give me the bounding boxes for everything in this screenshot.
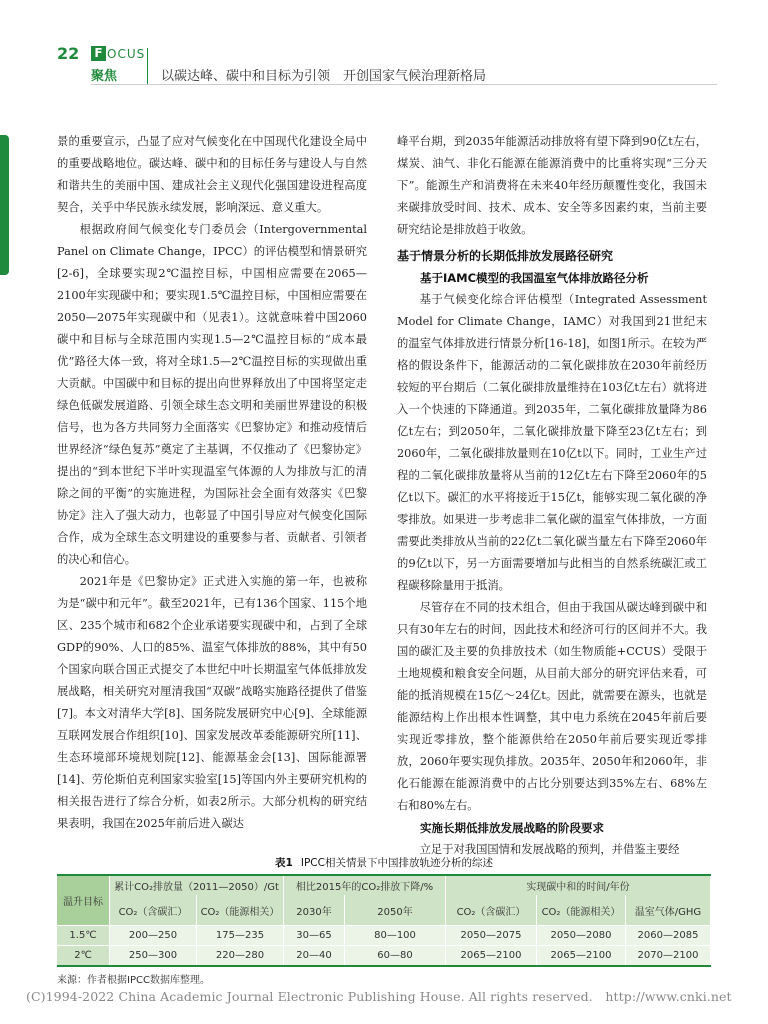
paragraph: 尽管存在不同的技术组合，但由于我国从碳达峰到碳中和只有30年左右的时间，因此技术和经济可行的区间并不大。我国的碳汇及主要的负排放技术（如生物质能+CCUS）受限于土地规模和粮食安全问题，从目前大部分的研究评估来看，可能的抵消规模在15亿～24亿t。因此，就需要在源头，也就是能源结构上作出根本性调整，其中电力系统在2045年前后要实现近零排放，整个能源供给在2050年前后要实现近零排放，2060年要实现负排放。2035年、2050年和2060年，非化石能源在能源消费中的占比分别要达到35%左右、68%左右和80%左右。 xyxy=(397,601,707,812)
table-cell: 20—40 xyxy=(284,946,345,967)
table-cell: 2050—2080 xyxy=(537,926,626,946)
page-header xyxy=(57,44,717,86)
copyright-footer: (C)1994-2022 China Academic Journal Electronic Publishing House. All rights reserved. http://www.cnki.net xyxy=(26,989,732,1004)
column-group-header: 实现碳中和的时间/年份 xyxy=(446,875,711,895)
table-cell: 250—300 xyxy=(110,946,197,967)
paragraph: 峰平台期，到2035年能源活动排放将有望下降到90亿t左右，煤炭、油气、非化石能源在能源消费中的比重将实现“三分天下”。能源生产和消费将在未来40年经历颠覆性变化，我国未来碳排放受时间、技术、成本、安全等多因素约束，当前主要研究结论是排放趋于收敛。 xyxy=(397,135,707,236)
column-group-header: 累计CO₂排放量（2011—2050）/Gt xyxy=(110,875,284,895)
table-caption-text: IPCC相关情景下中国排放轨迹分析的综述 xyxy=(300,857,493,869)
header-divider xyxy=(147,48,148,84)
focus-logo-letter: F xyxy=(91,46,106,61)
column-header-goal: 温升目标 xyxy=(57,875,110,926)
table-cell: 1.5℃ xyxy=(57,926,110,946)
table-cell: 220—280 xyxy=(197,946,284,967)
column-header: CO₂（能源相关） xyxy=(197,895,284,926)
column-header: 温室气体/GHG xyxy=(626,895,711,926)
running-title: 以碳达峰、碳中和目标为引领 开创国家气候治理新格局 xyxy=(161,69,487,84)
table-caption xyxy=(57,855,711,870)
table-cell: 200—250 xyxy=(110,926,197,946)
table-cell: 175—235 xyxy=(197,926,284,946)
focus-logo xyxy=(91,46,145,61)
table-cell: 2065—2100 xyxy=(446,946,537,967)
paragraph: 景的重要宣示，凸显了应对气候变化在中国现代化建设全局中的重要战略地位。碳达峰、碳中和的目标任务与建设人与自然和谐共生的美丽中国、建成社会主义现代化强国建设进程高度契合，关乎中华民族永续发展，影响深远、意义重大。 xyxy=(57,135,367,214)
column-header: 2050年 xyxy=(345,895,446,926)
paragraph: 基于气候变化综合评估模型（Integrated Assessment Model for Climate Change，IAMC）对我国到21世纪末的温室气体排放进行情景分析[16-18]，如图1所示。在较为严格的假设条件下，能源活动的二氧化碳排放在2030年前经历较短的平台期后（二氧化碳排放量维持在103亿t左右）就将进入一个快速的下降通道。到2035年，二氧化碳排放量降为86亿t左右；到2050年，二氧化碳排放量下降至23亿t左右；到2060年，二氧化碳排放量则在10亿t以下。同时，工业生产过程的二氧化碳排放量将从当前的12亿t左右下降至2060年的5亿t以下。碳汇的水平将接近于15亿t，能够实现二氧化碳的净零排放。如果进一步考虑非二氧化碳的温室气体排放，一方面需要此类排放从当前的22亿t二氧化碳当量左右下降至2060年的9亿t以下，另一方面需要增加与此相当的自然系统碳汇或工程碳移除量用于抵消。 xyxy=(397,293,707,592)
column-header: 2030年 xyxy=(284,895,345,926)
left-column xyxy=(57,131,367,835)
page-number: 22 xyxy=(57,44,80,63)
section-side-tab xyxy=(0,135,9,275)
table-source-note: 来源：作者根据IPCC数据库整理。 xyxy=(57,975,210,986)
subsection-heading: 实施长期低排放发展战略的阶段要求 xyxy=(420,821,604,835)
section-heading: 基于情景分析的长期低排放发展路径研究 xyxy=(397,249,614,263)
paragraph: 立足于对我国国情和发展战略的预判，并借鉴主要经 xyxy=(419,843,680,856)
column-header: CO₂（能源相关） xyxy=(537,895,626,926)
table-row xyxy=(57,926,711,946)
column-header: CO₂（含碳汇） xyxy=(446,895,537,926)
column-header: CO₂（含碳汇） xyxy=(110,895,197,926)
emission-table xyxy=(57,874,711,967)
table-row xyxy=(57,946,711,967)
paragraph: 2021年是《巴黎协定》正式进入实施的第一年，也被称为是“碳中和元年”。截至2021年，已有136个国家、115个地区、235个城市和682个企业承诺要实现碳中和，占到了全球GDP的90%、人口的85%、温室气体排放的88%，其中有50个国家向联合国正式提交了本世纪中叶长期温室气体低排放发展战略，相关研究对厘清我国“双碳”战略实施路径提供了借鉴[7]。本文对清华大学[8]、国务院发展研究中心[9]、全球能源互联网发展合作组织[10]、国家发展改革委能源研究所[11]、生态环境部环境规划院[12]、能源基金会[13]、国际能源署[14]、劳伦斯伯克利国家实验室[15]等国内外主要研究机构的相关报告进行了综合分析，如表2所示。大部分机构的研究结果表明，我国在2025年前后进入碳达 xyxy=(57,575,367,830)
header-rule xyxy=(91,84,717,85)
table-cell: 2060—2085 xyxy=(626,926,711,946)
table-cell: 2070—2100 xyxy=(626,946,711,967)
table-1 xyxy=(57,855,711,986)
right-column xyxy=(397,131,707,861)
table-cell: 30—65 xyxy=(284,926,345,946)
table-cell: 80—100 xyxy=(345,926,446,946)
column-group-header: 相比2015年的CO₂排放下降/% xyxy=(284,875,446,895)
section-label: 聚焦 xyxy=(91,69,118,84)
focus-logo-text: OCUS xyxy=(107,46,146,61)
table-cell: 2050—2075 xyxy=(446,926,537,946)
table-cell: 60—80 xyxy=(345,946,446,967)
table-cell: 2065—2100 xyxy=(537,946,626,967)
table-caption-number: 表1 xyxy=(275,857,293,869)
table-cell: 2℃ xyxy=(57,946,110,967)
subsection-heading: 基于IAMC模型的我国温室气体排放路径分析 xyxy=(420,271,649,285)
paragraph: 根据政府间气候变化专门委员会（Intergovernmental Panel on Climate Change，IPCC）的评估模型和情景研究[2-6]，全球要实现2℃温控目标，中国相应需要在2065—2100年实现碳中和；要实现1.5℃温控目标，中国相应需要在2050—2075年实现碳中和（见表1）。这就意味着中国2060碳中和目标与全球范围内实现1.5—2℃温控目标的“成本最优”路径大体一致，将对全球1.5—2℃温控目标的实现做出重大贡献。中国碳中和目标的提出向世界释放出了中国将坚定走绿色低碳发展道路、引领全球生态文明和美丽世界建设的积极信号，也为各方共同努力全面落实《巴黎协定》和推动疫情后世界经济“绿色复苏”奠定了主基调，不仅推动了《巴黎协定》提出的“到本世纪下半叶实现温室气体源的人为排放与汇的清除之间的平衡”的实施进程，为国际社会全面有效落实《巴黎协定》注入了强大动力，也彰显了中国引导应对气候变化国际合作，成为全球生态文明建设的重要参与者、贡献者、引领者的决心和信心。 xyxy=(57,223,367,566)
